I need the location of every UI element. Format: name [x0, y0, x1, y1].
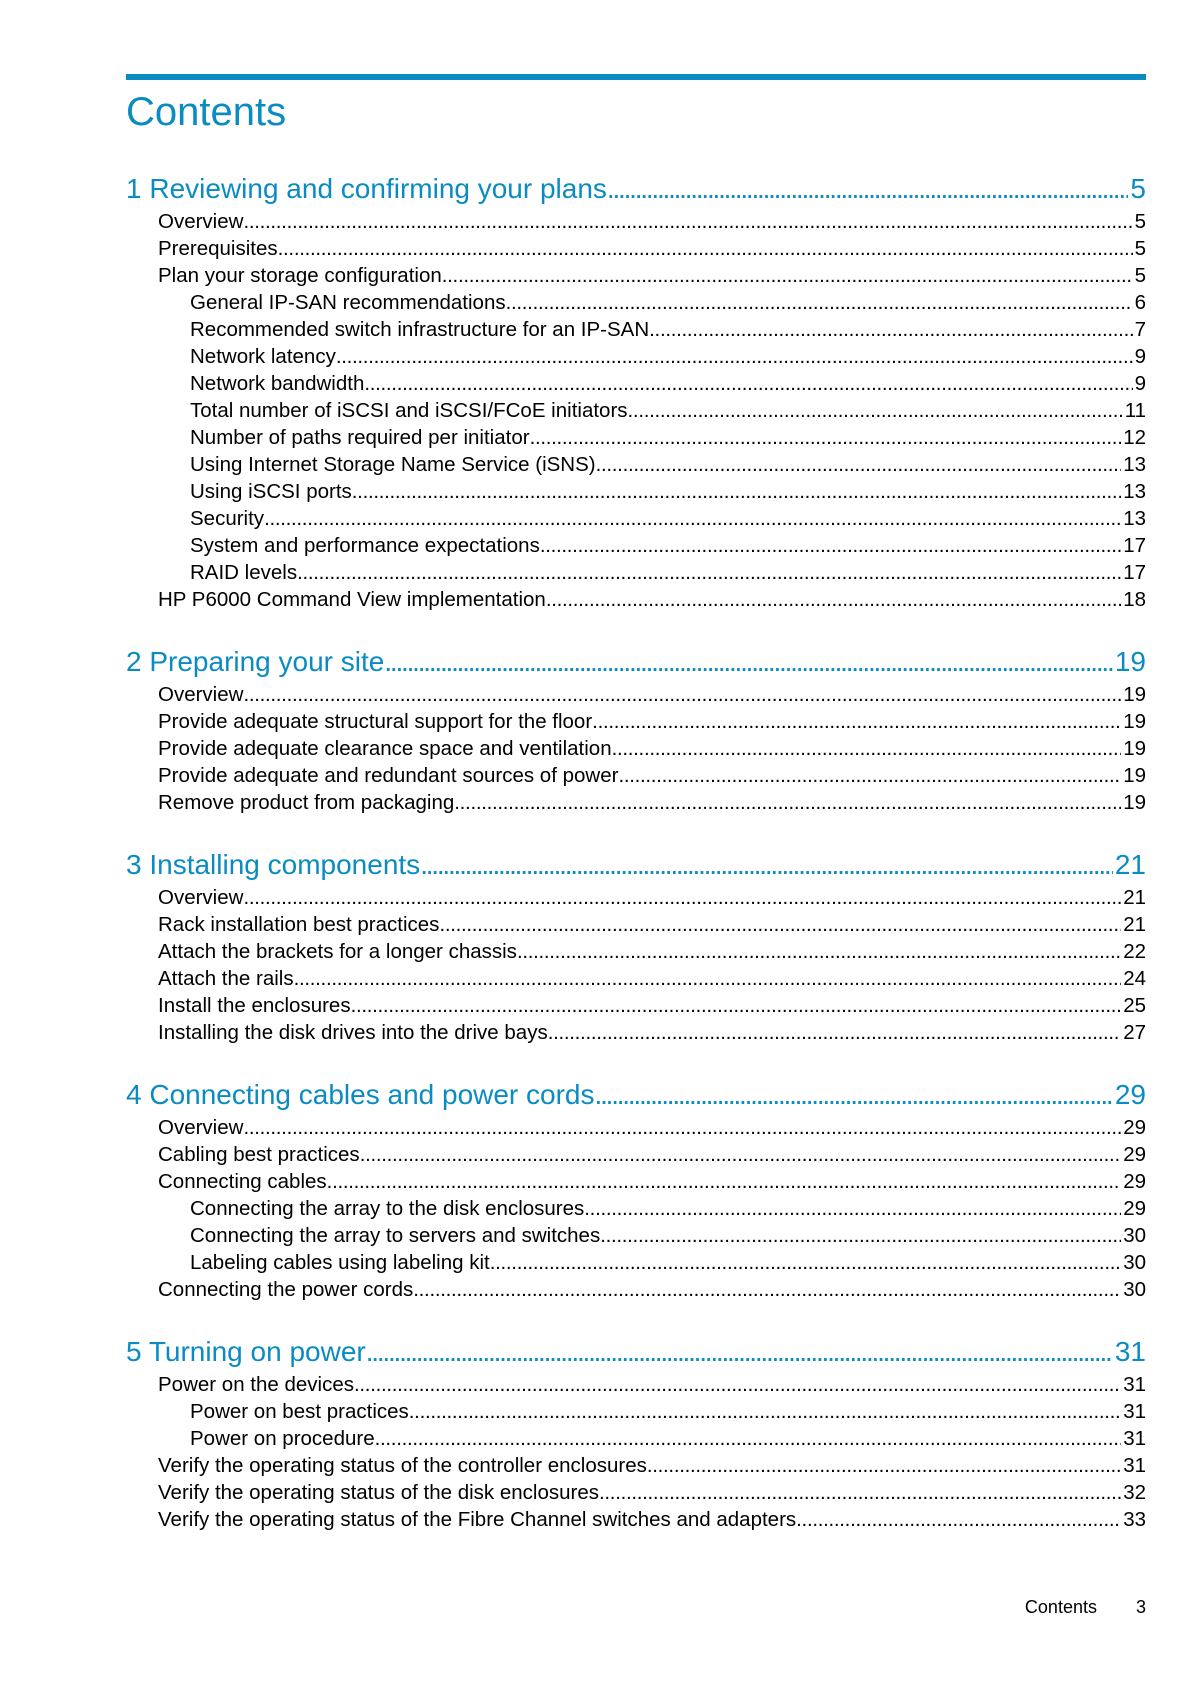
dot-leader	[612, 735, 1122, 762]
toc-section-entry[interactable]	[126, 1276, 1146, 1303]
toc-entry-page-number: 30	[1123, 1251, 1146, 1274]
toc-entry-title: Attach the brackets for a longer chassis	[158, 940, 517, 963]
toc-entry-title: Overview	[158, 886, 244, 909]
dot-leader	[647, 1452, 1121, 1479]
toc-entry-title: Verify the operating status of the Fibre Channel switches and adapters	[158, 1508, 797, 1531]
page-footer	[1025, 1597, 1146, 1618]
toc-chapter-heading[interactable]	[126, 846, 1146, 884]
toc-entry-page-number: 29	[1123, 1116, 1146, 1139]
toc-entry-title: Overview	[158, 1116, 244, 1139]
dot-leader	[442, 262, 1133, 289]
toc-section-entry[interactable]	[126, 789, 1146, 816]
toc-entry-page-number: 29	[1123, 1143, 1146, 1166]
toc-entry-page-number: 31	[1114, 1336, 1146, 1367]
toc-entry-page-number: 13	[1123, 453, 1146, 476]
toc-section-entry[interactable]	[126, 1141, 1146, 1168]
toc-entry-page-number: 5	[1134, 237, 1146, 260]
toc-entry-title: Verify the operating status of the disk enclosures	[158, 1481, 600, 1504]
dot-leader	[546, 586, 1121, 613]
toc-entry-page-number: 18	[1123, 588, 1146, 611]
toc-entry-title: Connecting the array to servers and switches	[190, 1224, 601, 1247]
toc-entry-page-number: 9	[1134, 345, 1146, 368]
toc-chapter-heading[interactable]	[126, 170, 1146, 208]
toc-entry-title: Prerequisites	[158, 237, 278, 260]
dot-leader	[607, 170, 1129, 208]
toc-entry-page-number: 19	[1114, 646, 1146, 677]
toc-section-entry[interactable]	[126, 938, 1146, 965]
toc-entry-title: RAID levels	[190, 561, 298, 584]
toc-subsection-entry[interactable]	[126, 316, 1146, 343]
toc-subsection-entry[interactable]	[126, 1425, 1146, 1452]
toc-section-entry[interactable]	[126, 884, 1146, 911]
toc-entry-page-number: 19	[1123, 710, 1146, 733]
dot-leader	[454, 789, 1121, 816]
toc-section-entry[interactable]	[126, 1371, 1146, 1398]
toc-entry-title: System and performance expectations	[190, 534, 540, 557]
toc-entry-page-number: 30	[1123, 1224, 1146, 1247]
toc-chapter	[126, 1333, 1146, 1533]
toc-entry-page-number: 9	[1134, 372, 1146, 395]
dot-leader	[364, 370, 1132, 397]
toc-entry-page-number: 24	[1123, 967, 1146, 990]
toc-section-entry[interactable]	[126, 586, 1146, 613]
toc-subsection-entry[interactable]	[126, 1195, 1146, 1222]
toc-chapter-heading[interactable]	[126, 1076, 1146, 1114]
toc-entry-title: Cabling best practices	[158, 1143, 360, 1166]
toc-entry-page-number: 29	[1123, 1170, 1146, 1193]
toc-entry-title: Recommended switch infrastructure for an IP-SAN	[190, 318, 650, 341]
toc-entry-page-number: 21	[1123, 913, 1146, 936]
toc-entry-page-number: 19	[1123, 737, 1146, 760]
page-title: Contents	[126, 90, 287, 134]
dot-leader	[243, 1114, 1121, 1141]
toc-subsection-entry[interactable]	[126, 370, 1146, 397]
dot-leader	[420, 846, 1113, 884]
toc-entry-title: 1 Reviewing and confirming your plans	[126, 173, 607, 204]
toc-section-entry[interactable]	[126, 762, 1146, 789]
toc-entry-title: Using iSCSI ports	[190, 480, 352, 503]
toc-entry-title: Rack installation best practices	[158, 913, 440, 936]
toc-section-entry[interactable]	[126, 208, 1146, 235]
table-of-contents	[126, 170, 1146, 1563]
toc-entry-page-number: 29	[1114, 1079, 1146, 1110]
toc-entry-title: Number of paths required per initiator	[190, 426, 530, 449]
dot-leader	[540, 532, 1121, 559]
toc-entry-title: Verify the operating status of the controller enclosures	[158, 1454, 647, 1477]
toc-entry-page-number: 19	[1123, 791, 1146, 814]
toc-entry-title: Remove product from packaging	[158, 791, 455, 814]
toc-entry-title: Network bandwidth	[190, 372, 365, 395]
toc-entry-page-number: 30	[1123, 1278, 1146, 1301]
toc-chapter	[126, 170, 1146, 613]
dot-leader	[327, 1168, 1122, 1195]
toc-entry-page-number: 31	[1123, 1400, 1146, 1423]
toc-entry-page-number: 7	[1134, 318, 1146, 341]
toc-subsection-entry[interactable]	[126, 1222, 1146, 1249]
toc-subsection-entry[interactable]	[126, 559, 1146, 586]
toc-section-entry[interactable]	[126, 735, 1146, 762]
toc-entry-page-number: 13	[1123, 507, 1146, 530]
toc-section-entry[interactable]	[126, 992, 1146, 1019]
dot-leader	[599, 1479, 1121, 1506]
toc-chapter	[126, 643, 1146, 816]
toc-entry-title: Provide adequate structural support for the floor	[158, 710, 593, 733]
toc-entry-title: Connecting the power cords	[158, 1278, 414, 1301]
dot-leader	[409, 1398, 1121, 1425]
toc-entry-page-number: 32	[1123, 1481, 1146, 1504]
dot-leader	[490, 1249, 1121, 1276]
dot-leader	[595, 1076, 1113, 1114]
dot-leader	[506, 289, 1133, 316]
toc-entry-title: Provide adequate clearance space and ventilation	[158, 737, 612, 760]
toc-entry-title: Overview	[158, 683, 244, 706]
toc-entry-page-number: 21	[1114, 849, 1146, 880]
toc-entry-title: Network latency	[190, 345, 336, 368]
dot-leader	[596, 451, 1122, 478]
toc-entry-page-number: 5	[1134, 264, 1146, 287]
dot-leader	[352, 478, 1121, 505]
toc-entry-page-number: 17	[1123, 534, 1146, 557]
toc-entry-title: 4 Connecting cables and power cords	[126, 1079, 595, 1110]
dot-leader	[354, 1371, 1121, 1398]
toc-entry-page-number: 22	[1123, 940, 1146, 963]
dot-leader	[600, 1222, 1121, 1249]
toc-section-entry[interactable]	[126, 1479, 1146, 1506]
dot-leader	[413, 1276, 1121, 1303]
toc-chapter	[126, 846, 1146, 1046]
footer-page-number: 3	[1135, 1597, 1146, 1617]
dot-leader	[366, 1333, 1113, 1371]
toc-section-entry[interactable]	[126, 1114, 1146, 1141]
toc-entry-title: Total number of iSCSI and iSCSI/FCoE initiators	[190, 399, 628, 422]
dot-leader	[517, 938, 1121, 965]
footer-label: Contents	[1024, 1597, 1097, 1617]
toc-entry-title: Installing the disk drives into the drive bays	[158, 1021, 548, 1044]
toc-subsection-entry[interactable]	[126, 1249, 1146, 1276]
dot-leader	[592, 708, 1121, 735]
toc-chapter-heading[interactable]	[126, 643, 1146, 681]
toc-entry-page-number: 31	[1123, 1427, 1146, 1450]
dot-leader	[618, 762, 1121, 789]
toc-entry-title: Install the enclosures	[158, 994, 351, 1017]
toc-section-entry[interactable]	[126, 262, 1146, 289]
toc-entry-page-number: 21	[1123, 886, 1146, 909]
toc-entry-page-number: 19	[1123, 683, 1146, 706]
toc-section-entry[interactable]	[126, 681, 1146, 708]
toc-subsection-entry[interactable]	[126, 532, 1146, 559]
toc-entry-title: Power on the devices	[158, 1373, 355, 1396]
dot-leader	[796, 1506, 1121, 1533]
dot-leader	[628, 397, 1123, 424]
toc-section-entry[interactable]	[126, 911, 1146, 938]
dot-leader	[649, 316, 1132, 343]
toc-entry-page-number: 31	[1123, 1373, 1146, 1396]
toc-entry-page-number: 29	[1123, 1197, 1146, 1220]
toc-entry-page-number: 11	[1124, 399, 1146, 422]
dot-leader	[530, 424, 1122, 451]
toc-chapter-heading[interactable]	[126, 1333, 1146, 1371]
toc-entry-page-number: 12	[1123, 426, 1146, 449]
toc-section-entry[interactable]	[126, 1168, 1146, 1195]
dot-leader	[336, 343, 1133, 370]
toc-subsection-entry[interactable]	[126, 505, 1146, 532]
dot-leader	[384, 643, 1112, 681]
toc-entry-page-number: 13	[1123, 480, 1146, 503]
toc-subsection-entry[interactable]	[126, 397, 1146, 424]
toc-entry-title: 5 Turning on power	[126, 1336, 366, 1367]
dot-leader	[439, 911, 1121, 938]
toc-subsection-entry[interactable]	[126, 451, 1146, 478]
toc-entry-page-number: 27	[1123, 1021, 1146, 1044]
toc-entry-title: Using Internet Storage Name Service (iSNS)	[190, 453, 596, 476]
dot-leader	[264, 505, 1121, 532]
heading-rule	[126, 74, 1146, 80]
toc-entry-page-number: 5	[1134, 210, 1146, 233]
dot-leader	[548, 1019, 1121, 1046]
dot-leader	[584, 1195, 1121, 1222]
dot-leader	[294, 965, 1122, 992]
toc-subsection-entry[interactable]	[126, 289, 1146, 316]
toc-entry-title: General IP-SAN recommendations	[190, 291, 506, 314]
dot-leader	[360, 1141, 1122, 1168]
dot-leader	[375, 1425, 1122, 1452]
toc-entry-page-number: 5	[1130, 173, 1146, 204]
dot-leader	[297, 559, 1121, 586]
toc-subsection-entry[interactable]	[126, 1398, 1146, 1425]
toc-entry-title: Connecting cables	[158, 1170, 327, 1193]
toc-entry-page-number: 6	[1134, 291, 1146, 314]
toc-entry-title: 2 Preparing your site	[126, 646, 385, 677]
toc-section-entry[interactable]	[126, 1452, 1146, 1479]
toc-subsection-entry[interactable]	[126, 478, 1146, 505]
toc-section-entry[interactable]	[126, 708, 1146, 735]
toc-entry-title: Power on procedure	[190, 1427, 375, 1450]
dot-leader	[243, 681, 1121, 708]
toc-entry-title: Plan your storage configuration	[158, 264, 442, 287]
toc-entry-title: Overview	[158, 210, 244, 233]
toc-entry-title: Labeling cables using labeling kit	[190, 1251, 490, 1274]
toc-entry-title: HP P6000 Command View implementation	[158, 588, 546, 611]
toc-section-entry[interactable]	[126, 235, 1146, 262]
toc-entry-title: Connecting the array to the disk enclosures	[190, 1197, 585, 1220]
toc-entry-page-number: 33	[1123, 1508, 1146, 1531]
toc-entry-title: Power on best practices	[190, 1400, 409, 1423]
toc-entry-page-number: 19	[1123, 764, 1146, 787]
toc-section-entry[interactable]	[126, 965, 1146, 992]
toc-entry-page-number: 25	[1123, 994, 1146, 1017]
toc-entry-title: 3 Installing components	[126, 849, 421, 880]
dot-leader	[243, 884, 1121, 911]
toc-section-entry[interactable]	[126, 1506, 1146, 1533]
dot-leader	[243, 208, 1132, 235]
toc-chapter	[126, 1076, 1146, 1303]
toc-entry-title: Attach the rails	[158, 967, 294, 990]
dot-leader	[278, 235, 1133, 262]
dot-leader	[351, 992, 1122, 1019]
toc-subsection-entry[interactable]	[126, 343, 1146, 370]
toc-entry-title: Security	[190, 507, 265, 530]
toc-entry-title: Provide adequate and redundant sources of power	[158, 764, 619, 787]
toc-subsection-entry[interactable]	[126, 424, 1146, 451]
toc-entry-page-number: 17	[1123, 561, 1146, 584]
toc-entry-page-number: 31	[1123, 1454, 1146, 1477]
toc-section-entry[interactable]	[126, 1019, 1146, 1046]
